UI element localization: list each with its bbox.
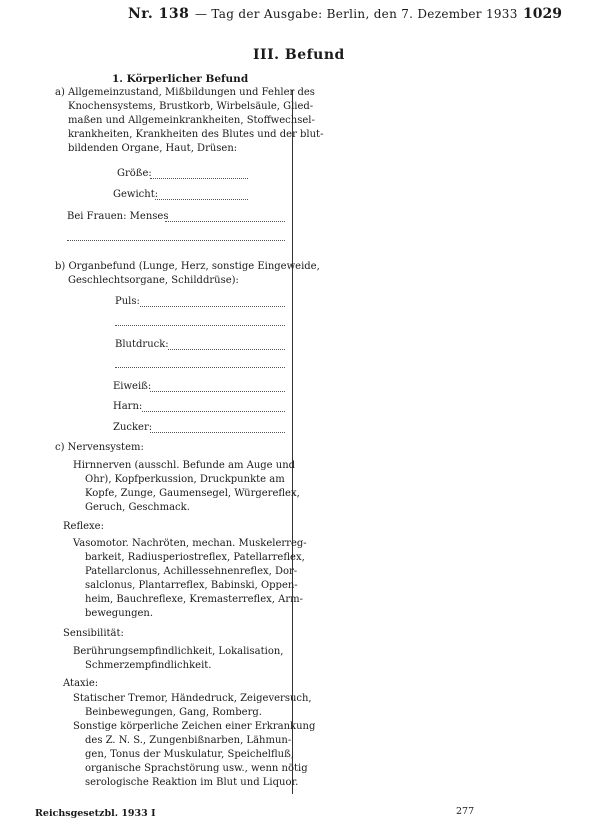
item-a-line-3: maßen und Allgemeinkrankheiten, Stoffwechsel- <box>68 115 315 126</box>
reflexe-line-5: heim, Bauchreflexe, Kremasterreflex, Arm- <box>85 594 303 605</box>
item-a-line-4: krankheiten, Krankheiten des Blutes und der blut- <box>68 129 324 140</box>
fill-line-harn <box>142 411 285 412</box>
sonstige-line-3: gen, Tonus der Muskulatur, Speichelfluß, <box>85 749 294 760</box>
label-puls: Puls: <box>115 296 140 307</box>
reflexe-line-2: barkeit, Radiusperiostreflex, Patellarreflex, <box>85 552 305 563</box>
page-number: 1029 <box>523 6 562 22</box>
reflexe-line-4: salclonus, Plantarreflex, Babinski, Oppen- <box>85 580 298 591</box>
ataxie-label: Ataxie: <box>63 678 99 689</box>
reflexe-line-6: bewegungen. <box>85 608 154 619</box>
reflexe-line-1: Vasomotor. Nachröten, mechan. Muskelerreg- <box>73 538 307 549</box>
label-eiweiss: Eiweiß: <box>113 381 152 392</box>
sensibilitaet-line-2: Schmerzempfindlichkeit. <box>85 660 212 671</box>
sonstige-line-1: Sonstige körperliche Zeichen einer Erkrankung <box>73 721 316 732</box>
item-a-line-1: a) Allgemeinzustand, Mißbildungen und Fehler des <box>55 87 315 98</box>
sonstige-line-4: organische Sprachstörung usw., wenn nötig <box>85 763 308 774</box>
reflexe-line-3: Patellarclonus, Achillessehnenreflex, Dor- <box>85 566 298 577</box>
section-title: III. Befund <box>253 47 345 63</box>
hirnnerven-line-3: Kopfe, Zunge, Gaumensegel, Würgereflex, <box>85 488 300 499</box>
sensibilitaet-line-1: Berührungsempfindlichkeit, Lokalisation, <box>73 646 284 657</box>
item-c-label: c) Nervensystem: <box>55 442 144 453</box>
label-zucker: Zucker: <box>113 422 153 433</box>
fill-line-blutdruck <box>168 349 285 350</box>
fill-line-menses-2 <box>67 240 285 241</box>
hirnnerven-line-4: Geruch, Geschmack. <box>85 502 190 513</box>
column-divider <box>292 90 293 794</box>
ataxie-line-1: Statischer Tremor, Händedruck, Zeigeversuch, <box>73 693 312 704</box>
subsection-title: 1. Körperlicher Befund <box>112 73 249 85</box>
issue-date: — Tag der Ausgabe: Berlin, den 7. Dezember 1933 <box>195 7 518 21</box>
fill-line-puls-2 <box>115 325 285 326</box>
item-b-line-2: Geschlechtsorgane, Schilddrüse): <box>68 275 239 286</box>
label-blutdruck: Blutdruck: <box>115 339 169 350</box>
hirnnerven-line-2: Ohr), Kopfperkussion, Druckpunkte am <box>85 474 285 485</box>
item-a-line-2: Knochensystems, Brustkorb, Wirbelsäule, Glied- <box>68 101 314 112</box>
sensibilitaet-label: Sensibilität: <box>63 628 124 639</box>
hirnnerven-line-1: Hirnnerven (ausschl. Befunde am Auge und <box>73 460 296 471</box>
ataxie-line-2: Beinbewegungen, Gang, Romberg. <box>85 707 262 718</box>
item-a-line-5: bildenden Organe, Haut, Drüsen: <box>68 143 238 154</box>
label-harn: Harn: <box>113 401 143 412</box>
fill-line-menses <box>165 221 285 222</box>
footer-page-number: 277 <box>456 806 475 817</box>
item-b-line-1: b) Organbefund (Lunge, Herz, sonstige Eingeweide, <box>55 261 320 272</box>
sonstige-line-5: serologische Reaktion im Blut und Liquor. <box>85 777 299 788</box>
fill-line-blutdruck-2 <box>115 367 285 368</box>
fill-line-puls <box>140 306 285 307</box>
label-groesse: Größe: <box>117 168 152 179</box>
label-frauen-menses: Bei Frauen: Menses <box>67 211 169 222</box>
issue-number: Nr. 138 <box>128 6 190 22</box>
fill-line-zucker <box>150 432 285 433</box>
label-gewicht: Gewicht: <box>113 189 159 200</box>
footer-publication: Reichsgesetzbl. 1933 I <box>35 808 156 819</box>
fill-line-eiweiss <box>150 391 285 392</box>
fill-line-groesse <box>150 178 248 179</box>
sonstige-line-2: des Z. N. S., Zungenbißnarben, Lähmun- <box>85 735 292 746</box>
fill-line-gewicht <box>155 199 248 200</box>
reflexe-label: Reflexe: <box>63 521 104 532</box>
